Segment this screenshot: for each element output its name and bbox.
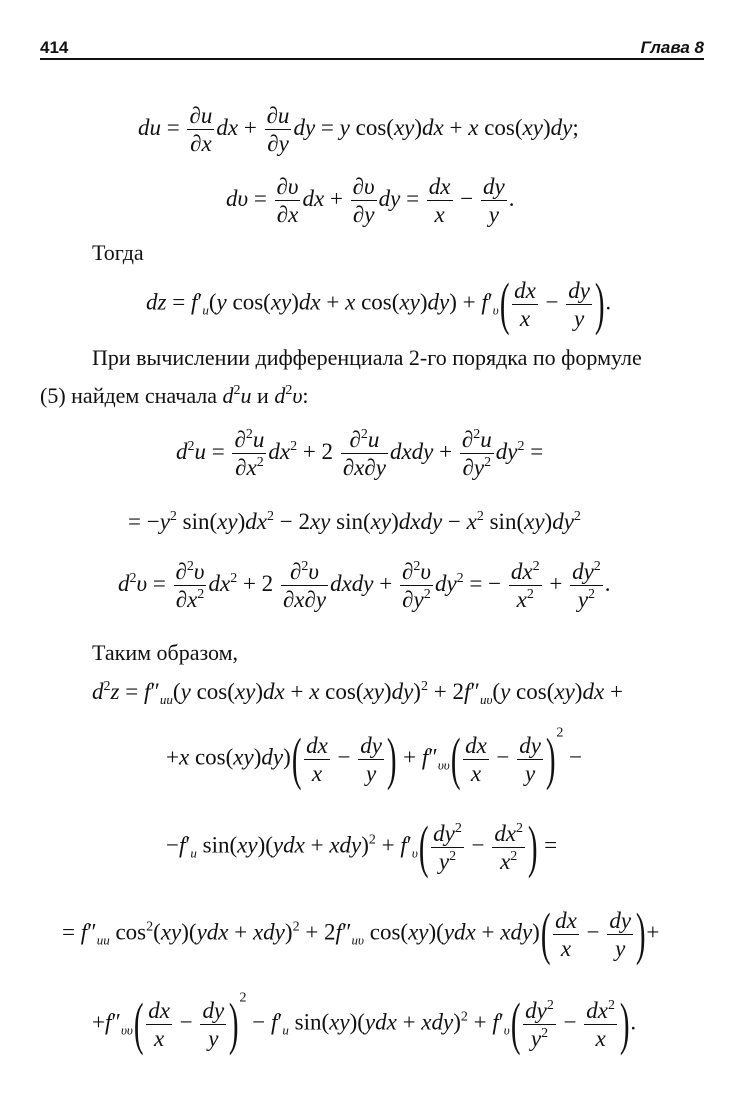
paragraph-prefix: (5) найдем сначала [40, 383, 218, 408]
formula-d2z-line-1: $d^2z = f''_{uu}(y$ cos(xy)dx + x $\cos(xy)dy)^2 + 2f''_{u\upsilon}(y$ cos(xy)dx + [92, 679, 623, 707]
formula-d2u-expanded: = $-y^2$ $\sin(xy)dx^2 - 2xy$ sin(xy)dxdy − $x^2$ $\sin(xy)dy^2$ [128, 509, 581, 534]
formula-du: du = $\frac{\partial u}{\partial x}$ dx + $\frac{\partial u}{\partial y}$ dy = y cos(xy)dx + x cos(xy)dy; [138, 103, 579, 156]
paragraph-line-2: (5) найдем сначала $d^2u$ и $d^2\upsilon$: [40, 383, 309, 408]
formula-dz: dz = $f'_u(y$ cos(xy)dx + x $\cos(xy)dy) + f'_\upsilon$( $\frac{dx}{x}$ − $\frac{dy}{y}$ ). [146, 271, 612, 336]
page-number: 414 [40, 38, 69, 57]
formula-d2v: $d^2\upsilon$ = $\frac{\partial^2\upsilon}{\partial x^2}$ $dx^2 + 2$ $\frac{\partial^2\upsilon}{\partial x\partial y}$ dxdy + $\frac{\partial^2\upsilon}{\partial y^2}$ $dy^2$ = − $\frac{dx^2}{x^2}$ + $\frac{dy^2}{y^2}$ . [118, 559, 611, 612]
formula-d2u: $d^2u$ = $\frac{\partial^2u}{\partial x^2}$ $dx^2 + 2$ $\frac{\partial^2u}{\partial x\partial y}$ dxdy + $\frac{\partial^2u}{\partial y^2}$ $dy^2$ = [176, 427, 544, 480]
formula-d2z-line-2: +x cos(xy)dy)( $\frac{dx}{x}$ − $\frac{dy}{y}$ ) + $f''_{\upsilon\upsilon}$( $\frac{dx}{x}$ − $\frac{dy}{y}$ )$^2$ − [166, 725, 583, 791]
formula-dv: dυ = $\frac{\partial\upsilon}{\partial x}$ dx + $\frac{\partial\upsilon}{\partial y}$ dy = $\frac{dx}{x}$ − $\frac{dy}{y}$ . [226, 174, 515, 227]
formula-d2z-line-5: $+f''_{\upsilon\upsilon}$( $\frac{dx}{x}$ − $\frac{dy}{y}$ )$^2 - f'_u$ $\sin(xy)(ydx + xdy)^2 + f'_\upsilon$( $\frac{dy^2}{y^2}$ − $\frac{dx^2}{x}$ ). [92, 990, 637, 1056]
text-thus: Таким образом, [92, 640, 239, 665]
chapter-title: Глава 8 [640, 38, 704, 57]
page-header [40, 38, 704, 60]
text-then: Тогда [92, 240, 144, 265]
formula-d2z-line-3: $-f'_u$ $\sin(xy)(ydx + xdy)^2 + f'_\upsilon$( $\frac{dy^2}{y^2}$ − $\frac{dx^2}{x^2}$ ) = [166, 814, 558, 879]
paragraph-and: и [257, 383, 269, 408]
formula-d2z-line-4: = $f''_{uu}$ $\cos^2(xy)(ydx + xdy)^2 + 2f''_{u\upsilon}$ cos(xy)(ydx + xdy)( $\frac{dx}{x}$ − $\frac{dy}{y}$ )+ [62, 901, 660, 966]
paragraph-line-1: При вычислении дифференциала 2-го порядка по формуле [92, 345, 642, 370]
